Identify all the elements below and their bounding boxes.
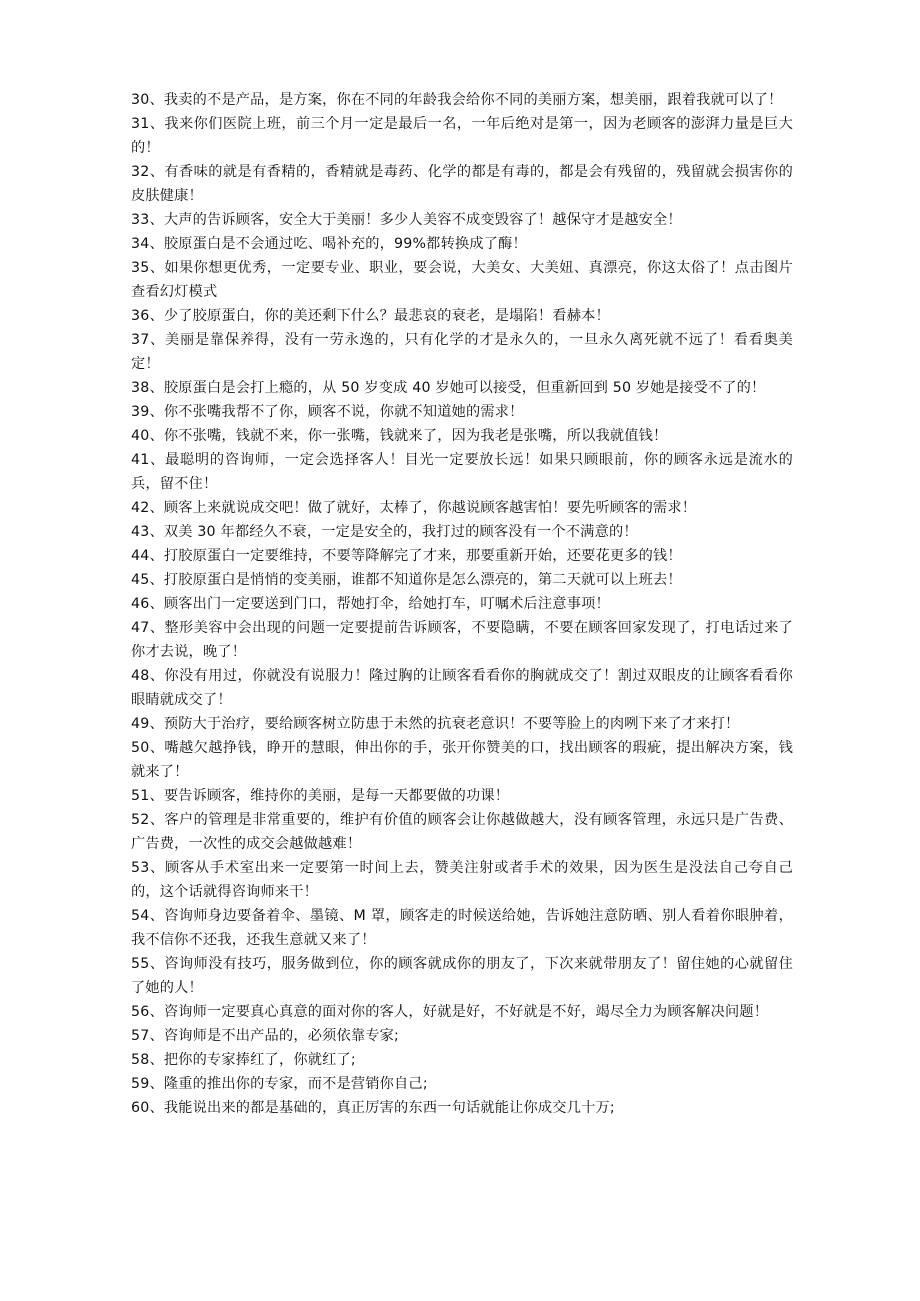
list-item-55: 55、咨询师没有技巧，服务做到位，你的顾客就成你的朋友了，下次来就带朋友了！留住她的心就留住了她的人！ [131, 956, 793, 996]
list-item-44: 44、打胶原蛋白一定要维持，不要等降解完了才来，那要重新开始，还要花更多的钱！ [131, 548, 682, 564]
list-item-48: 48、你没有用过，你就没有说服力！隆过胸的让顾客看看你的胸就成交了！割过双眼皮的让顾客看看你眼睛就成交了！ [131, 668, 793, 708]
list-item-59: 59、隆重的推出你的专家，而不是营销你自己; [131, 1076, 428, 1092]
list-item-41: 41、最聪明的咨询师，一定会选择客人！目光一定要放长远！如果只顾眼前，你的顾客永远是流水的兵，留不住！ [131, 452, 793, 492]
list-item-52: 52、客户的管理是非常重要的，维护有价值的顾客会让你越做越大，没有顾客管理，永远只是广告费、广告费，一次性的成交会越做越难！ [131, 812, 793, 852]
list-item-37: 37、美丽是靠保养得，没有一劳永逸的，只有化学的才是永久的，一旦永久离死就不远了！看看奥美定！ [131, 332, 793, 372]
document-body [131, 88, 793, 1120]
list-item-35: 35、如果你想更优秀，一定要专业、职业，要会说，大美女、大美妞、真漂亮，你这太俗了！点击图片查看幻灯模式 [131, 260, 793, 300]
list-item-43: 43、双美 30 年都经久不衰，一定是安全的，我打过的顾客没有一个不满意的！ [131, 524, 638, 540]
list-item-50: 50、嘴越欠越挣钱，睁开的慧眼，伸出你的手，张开你赞美的口，找出顾客的瑕疵，提出解决方案，钱就来了！ [131, 740, 793, 780]
list-item-45: 45、打胶原蛋白是悄悄的变美丽，谁都不知道你是怎么漂亮的，第二天就可以上班去！ [131, 572, 682, 588]
list-item-42: 42、顾客上来就说成交吧！做了就好，太棒了，你越说顾客越害怕！要先听顾客的需求！ [131, 500, 697, 516]
list-item-32: 32、有香味的就是有香精的，香精就是毒药、化学的都是有毒的，都是会有残留的，残留就会损害你的皮肤健康！ [131, 164, 793, 204]
list-item-38: 38、胶原蛋白是会打上瘾的，从 50 岁变成 40 岁她可以接受，但重新回到 50 岁她是接受不了的！ [131, 380, 766, 396]
list-item-47: 47、整形美容中会出现的问题一定要提前告诉顾客，不要隐瞒，不要在顾客回家发现了，打电话过来了你才去说，晚了！ [131, 620, 793, 660]
list-item-60: 60、我能说出来的都是基础的，真正厉害的东西一句话就能让你成交几十万; [131, 1100, 615, 1116]
list-item-57: 57、咨询师是不出产品的，必须依靠专家; [131, 1028, 400, 1044]
list-item-56: 56、咨询师一定要真心真意的面对你的客人，好就是好，不好就是不好，竭尽全力为顾客解决问题！ [131, 1004, 769, 1020]
list-item-40: 40、你不张嘴，钱就不来，你一张嘴，钱就来了，因为我老是张嘴，所以我就值钱！ [131, 428, 668, 444]
list-item-30: 30、我卖的不是产品，是方案，你在不同的年龄我会给你不同的美丽方案，想美丽，跟着我就可以了！ [131, 92, 783, 108]
list-item-58: 58、把你的专家捧红了，你就红了; [131, 1052, 356, 1068]
list-item-34: 34、胶原蛋白是不会通过吃、喝补充的，99%都转换成了酶！ [131, 236, 527, 252]
list-item-49: 49、预防大于治疗，要给顾客树立防患于未然的抗衰老意识！不要等脸上的肉咧下来了才来打！ [131, 716, 740, 732]
list-item-31: 31、我来你们医院上班，前三个月一定是最后一名，一年后绝对是第一，因为老顾客的澎湃力量是巨大的！ [131, 116, 793, 156]
list-item-33: 33、大声的告诉顾客，安全大于美丽！多少人美容不成变毁容了！越保守才是越安全！ [131, 212, 682, 228]
list-item-46: 46、顾客出门一定要送到门口，帮她打伞，给她打车，叮嘱术后注意事项！ [131, 596, 610, 612]
list-item-53: 53、顾客从手术室出来一定要第一时间上去，赞美注射或者手术的效果，因为医生是没法自己夸自己的，这个话就得咨询师来干！ [131, 860, 793, 900]
list-item-36: 36、少了胶原蛋白，你的美还剩下什么？最悲哀的衰老，是塌陷！看赫本！ [131, 308, 610, 324]
list-item-39: 39、你不张嘴我帮不了你，顾客不说，你就不知道她的需求！ [131, 404, 524, 420]
list-item-51: 51、要告诉顾客，维持你的美丽，是每一天都要做的功课！ [131, 788, 510, 804]
list-item-54: 54、咨询师身边要备着伞、墨镜、M 罩，顾客走的时候送给她，告诉她注意防晒、别人看着你眼肿着，我不信你不还我，还我生意就又来了！ [131, 908, 793, 948]
